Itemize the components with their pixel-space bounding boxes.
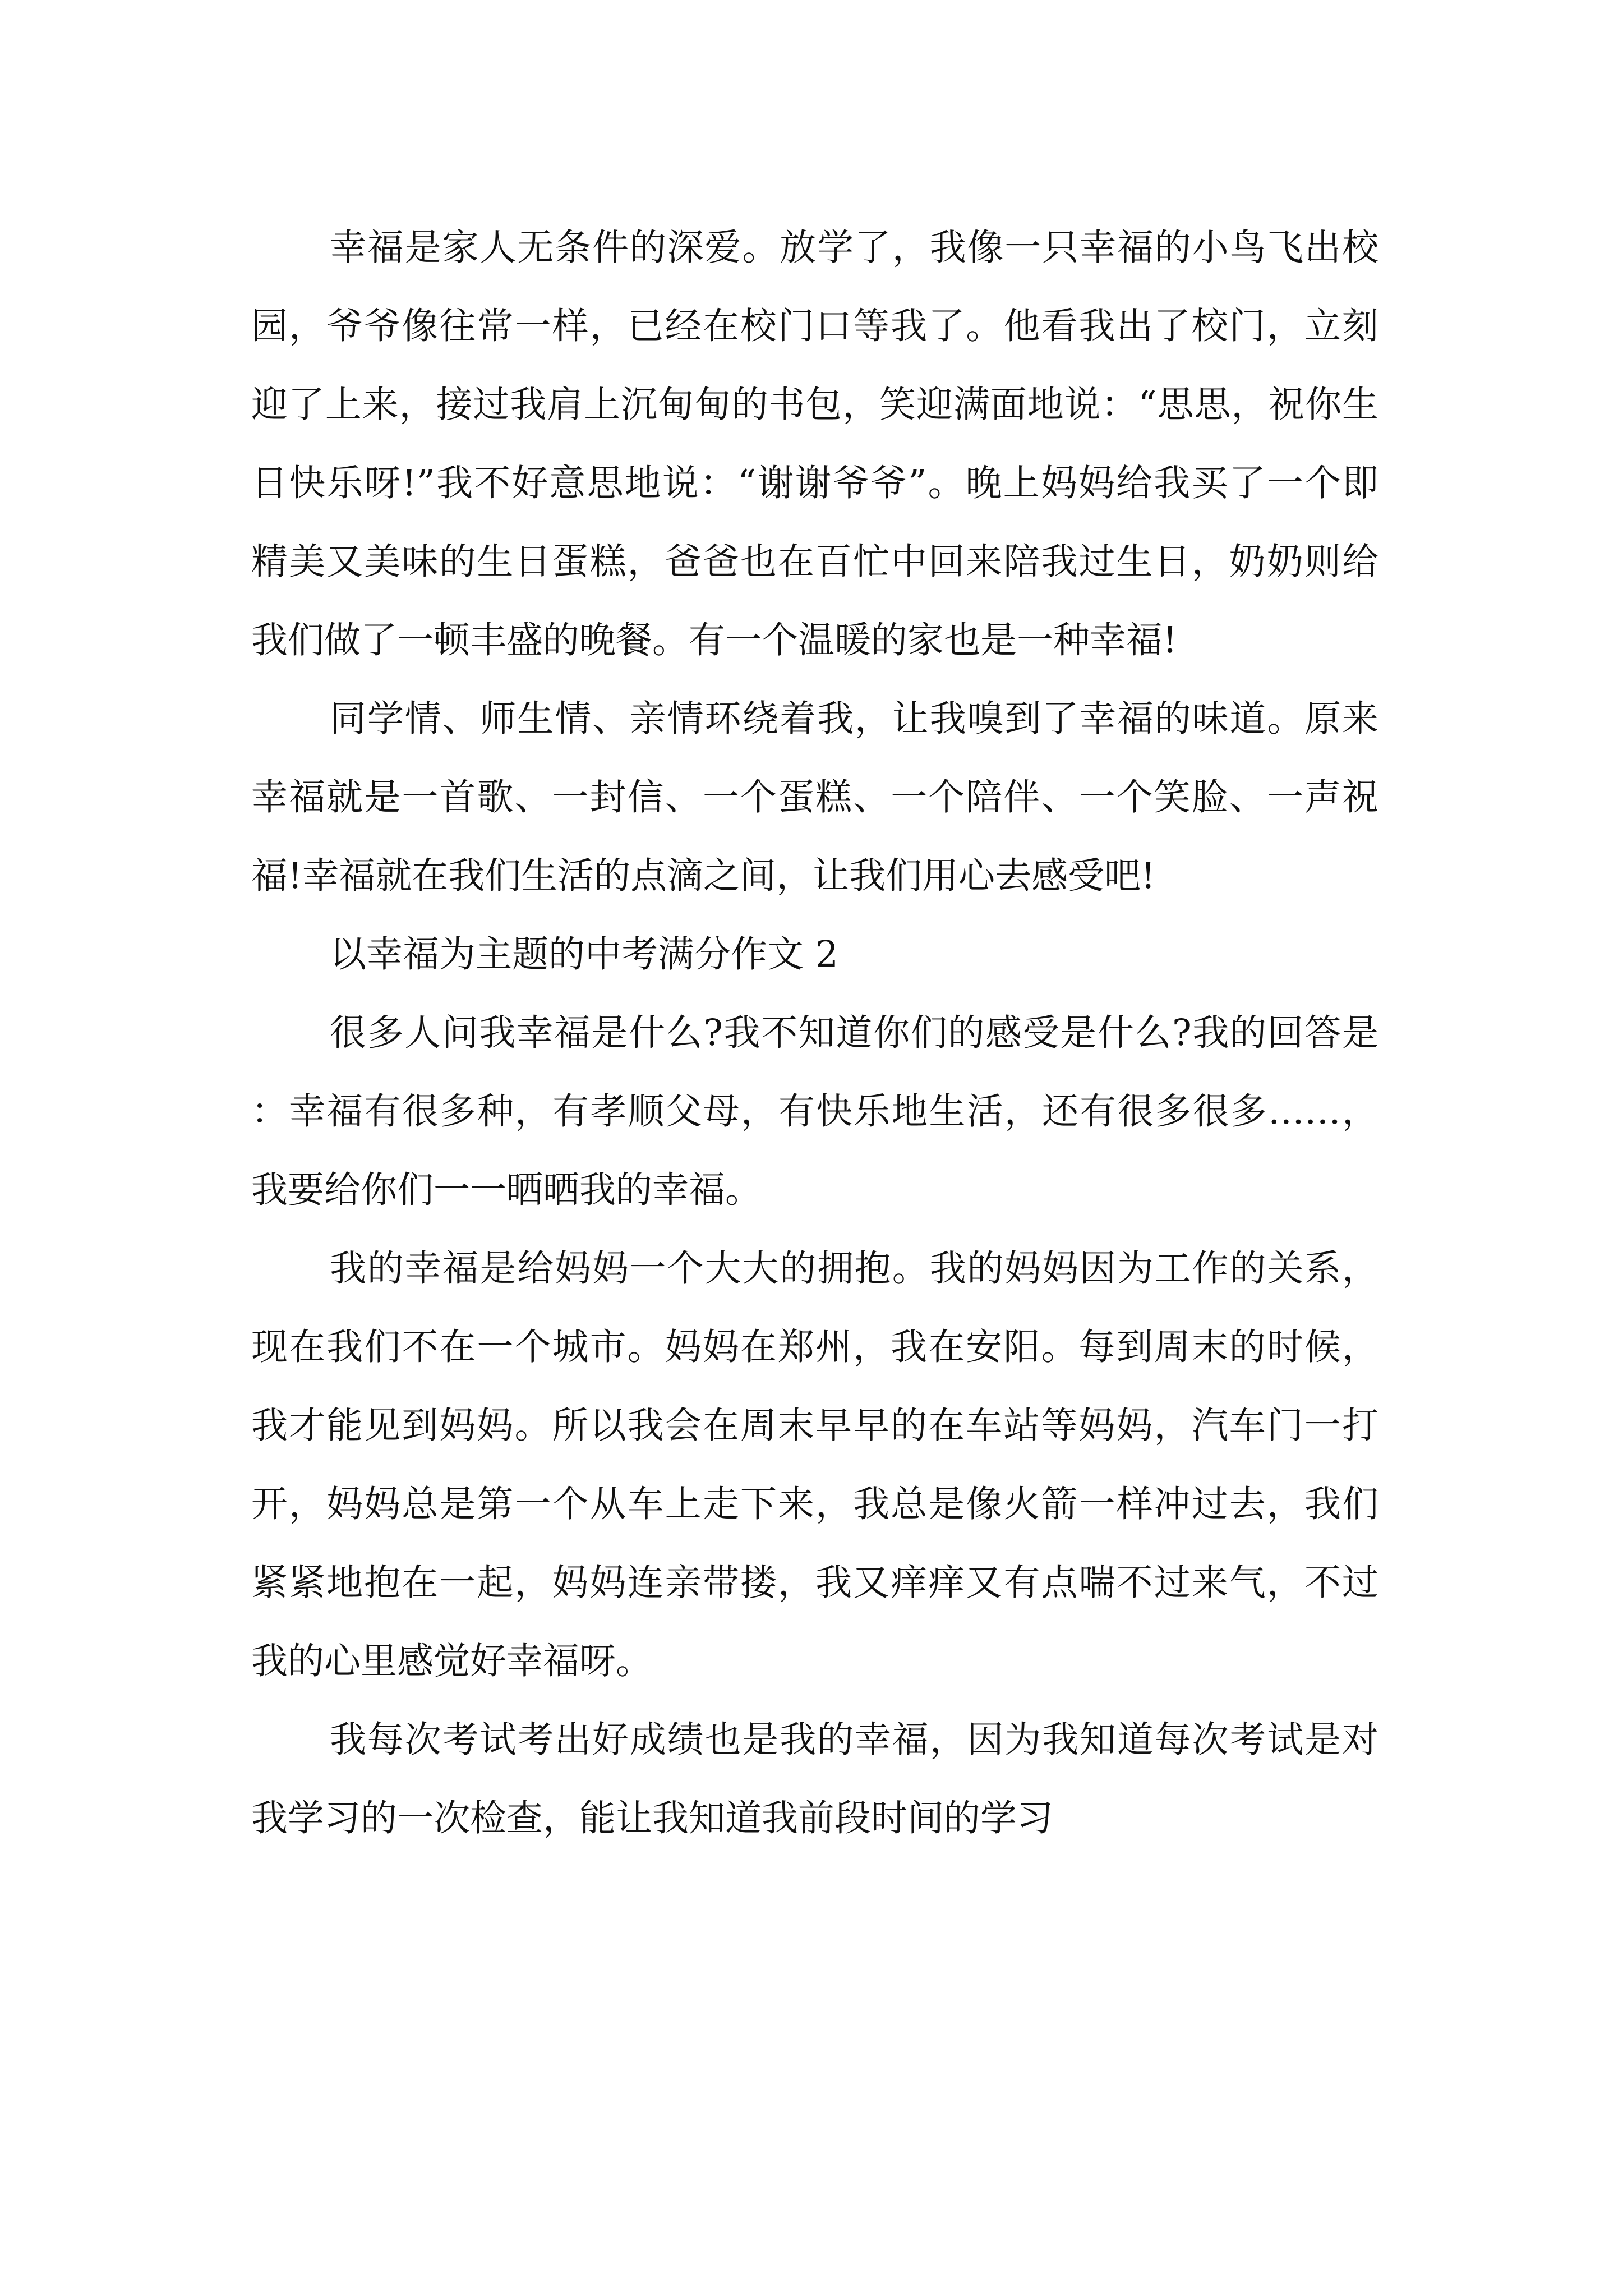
paragraph-hug-mom: 我的幸福是给妈妈一个大大的拥抱。我的妈妈因为工作的关系，现在我们不在一个城市。妈妈在郑州，我在安阳。每到周末的时候，我才能见到妈妈。所以我会在周末早早的在车站等妈妈，汽车门一打开，妈妈总是第一个从车上走下来，我总是像火箭一样冲过去，我们紧紧地抱在一起，妈妈连亲带搂，我又痒痒又有点喘不过来气，不过我的心里感觉好幸福呀。 — [251, 1248, 1378, 1682]
paragraph-family-love: 幸福是家人无条件的深爱。放学了，我像一只幸福的小鸟飞出校园，爷爷像往常一样，已经在校门口等我了。他看我出了校门，立刻迎了上来，接过我肩上沉甸甸的书包，笑迎满面地说：“思思，祝你生日快乐呀!”我不好意思地说：“谢谢爷爷”。晚上妈妈给我买了一个即精美又美味的生日蛋糕，爸爸也在百忙中回来陪我过生日，奶奶则给我们做了一顿丰盛的晚餐。有一个温暖的家也是一种幸福! — [251, 227, 1378, 661]
paragraph-good-grades: 我每次考试考出好成绩也是我的幸福，因为我知道每次考试是对我学习的一次检查，能让我知道我前段时间的学习 — [251, 1719, 1378, 1839]
essay-title: 以幸福为主题的中考满分作文 2 — [330, 933, 839, 976]
paragraph-taste-of-happiness: 同学情、师生情、亲情环绕着我，让我嗅到了幸福的味道。原来幸福就是一首歌、一封信、一个蛋糕、一个陪伴、一个笑脸、一声祝福!幸福就在我们生活的点滴之间，让我们用心去感受吧! — [251, 698, 1378, 897]
paragraph-what-is-happiness: 很多人问我幸福是什么?我不知道你们的感受是什么?我的回答是：幸福有很多种，有孝顺父母，有快乐地生活，还有很多很多……，我要给你们一一晒晒我的幸福。 — [251, 1012, 1378, 1211]
document-page — [251, 209, 1378, 1858]
